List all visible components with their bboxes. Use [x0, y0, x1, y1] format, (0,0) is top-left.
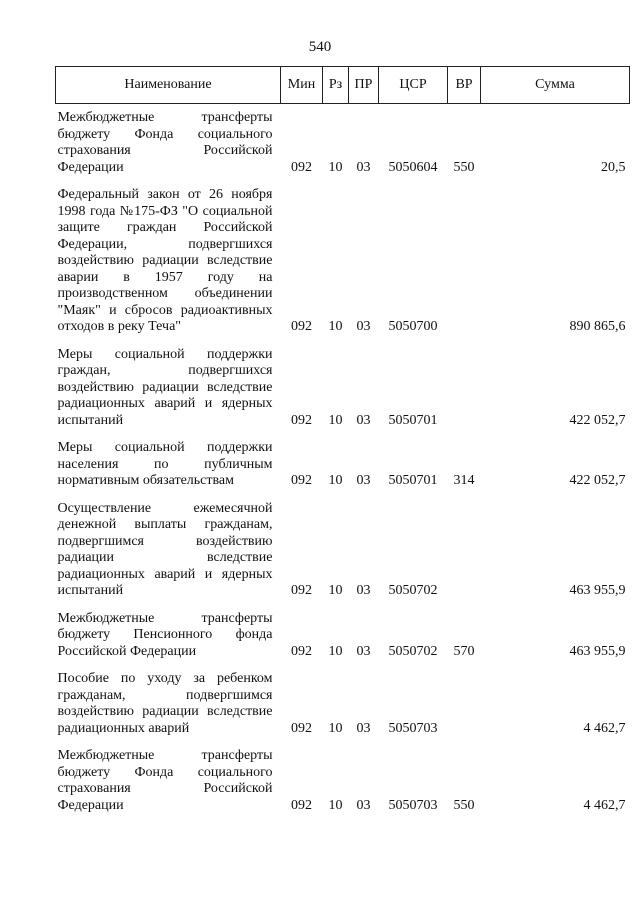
table-row [56, 742, 630, 819]
row-vr: 570 [453, 643, 475, 659]
column-header-sum: Сумма [481, 67, 630, 104]
row-sum: 4 462,7 [583, 797, 626, 813]
row-vr [448, 181, 481, 341]
row-csr: 5050702 [388, 583, 438, 598]
table-row [56, 605, 630, 666]
table-row [56, 104, 630, 182]
row-sum: 20,5 [601, 159, 626, 175]
column-header-csr: ЦСР [379, 67, 448, 104]
row-name: Федеральный закон от 26 ноября 1998 года №175-ФЗ "О социальной защите граждан Российской Федерации, подвергшихся воздействию радиации вследствие аварии в 1957 году на производственном объединении "Маяк" и сбросов радиоактивных отходов в реку Теча" [57, 187, 273, 334]
column-header-name: Наименование [56, 67, 281, 104]
row-vr [448, 665, 481, 742]
row-vr: 550 [453, 159, 475, 175]
table-row [56, 434, 630, 495]
table-row [56, 665, 630, 742]
column-header-pr: ПР [349, 67, 379, 104]
row-csr: 5050604 [388, 159, 438, 175]
row-name: Меры социальной поддержки граждан, подвергшихся воздействию радиации вследствие радиационных аварий и ядерных испытаний [57, 346, 273, 428]
row-sum: 463 955,9 [569, 583, 626, 598]
row-vr [448, 341, 481, 435]
row-rz: 10 [328, 643, 343, 659]
row-sum: 463 955,9 [569, 643, 626, 659]
row-pr: 03 [356, 797, 371, 813]
row-vr [448, 495, 481, 605]
row-rz: 10 [328, 797, 343, 813]
budget-table [55, 66, 630, 819]
row-rz: 10 [328, 159, 343, 175]
row-csr: 5050701 [388, 473, 438, 488]
row-name: Межбюджетные трансферты бюджету Фонда социального страхования Российской Федерации [57, 110, 273, 175]
row-pr: 03 [356, 583, 371, 598]
row-rz: 10 [328, 473, 343, 488]
row-min: 092 [291, 583, 312, 598]
row-sum: 4 462,7 [583, 720, 626, 736]
row-sum: 422 052,7 [569, 473, 626, 488]
row-min: 092 [291, 720, 312, 736]
row-pr: 03 [356, 412, 371, 428]
row-name: Пособие по уходу за ребенком гражданам, подвергшимся воздействию радиации вследствие радиационных аварий [57, 671, 273, 736]
row-pr: 03 [356, 473, 371, 488]
row-sum: 890 865,6 [569, 319, 626, 334]
row-pr: 03 [356, 643, 371, 659]
column-header-rz: Рз [323, 67, 349, 104]
row-pr: 03 [356, 159, 371, 175]
row-rz: 10 [328, 720, 343, 736]
table-row [56, 495, 630, 605]
row-sum: 422 052,7 [569, 412, 626, 428]
row-rz: 10 [328, 412, 343, 428]
row-min: 092 [291, 319, 312, 334]
row-pr: 03 [356, 319, 371, 334]
row-min: 092 [291, 797, 312, 813]
row-min: 092 [291, 412, 312, 428]
table-header-row [56, 67, 630, 104]
row-name: Межбюджетные трансферты бюджету Фонда социального страхования Российской Федерации [57, 748, 273, 813]
row-rz: 10 [328, 319, 343, 334]
row-name: Межбюджетные трансферты бюджету Пенсионного фонда Российской Федерации [57, 610, 273, 659]
row-min: 092 [291, 473, 312, 488]
page-number: 540 [308, 39, 332, 55]
row-vr: 550 [453, 797, 475, 813]
row-csr: 5050701 [388, 412, 438, 428]
row-min: 092 [291, 159, 312, 175]
row-csr: 5050703 [388, 797, 438, 813]
column-header-min: Мин [281, 67, 323, 104]
table-row [56, 181, 630, 341]
row-rz: 10 [328, 583, 343, 598]
row-csr: 5050703 [388, 720, 438, 736]
row-min: 092 [291, 643, 312, 659]
table-row [56, 341, 630, 435]
row-name: Осуществление ежемесячной денежной выплаты гражданам, подвергшимся воздействию радиации вследствие радиационных аварий и ядерных испытаний [57, 500, 273, 598]
row-name: Меры социальной поддержки населения по публичным нормативным обязательствам [57, 440, 273, 488]
row-csr: 5050700 [388, 319, 438, 334]
row-vr: 314 [453, 473, 475, 488]
row-pr: 03 [356, 720, 371, 736]
column-header-vr: ВР [448, 67, 481, 104]
row-csr: 5050702 [388, 643, 438, 659]
